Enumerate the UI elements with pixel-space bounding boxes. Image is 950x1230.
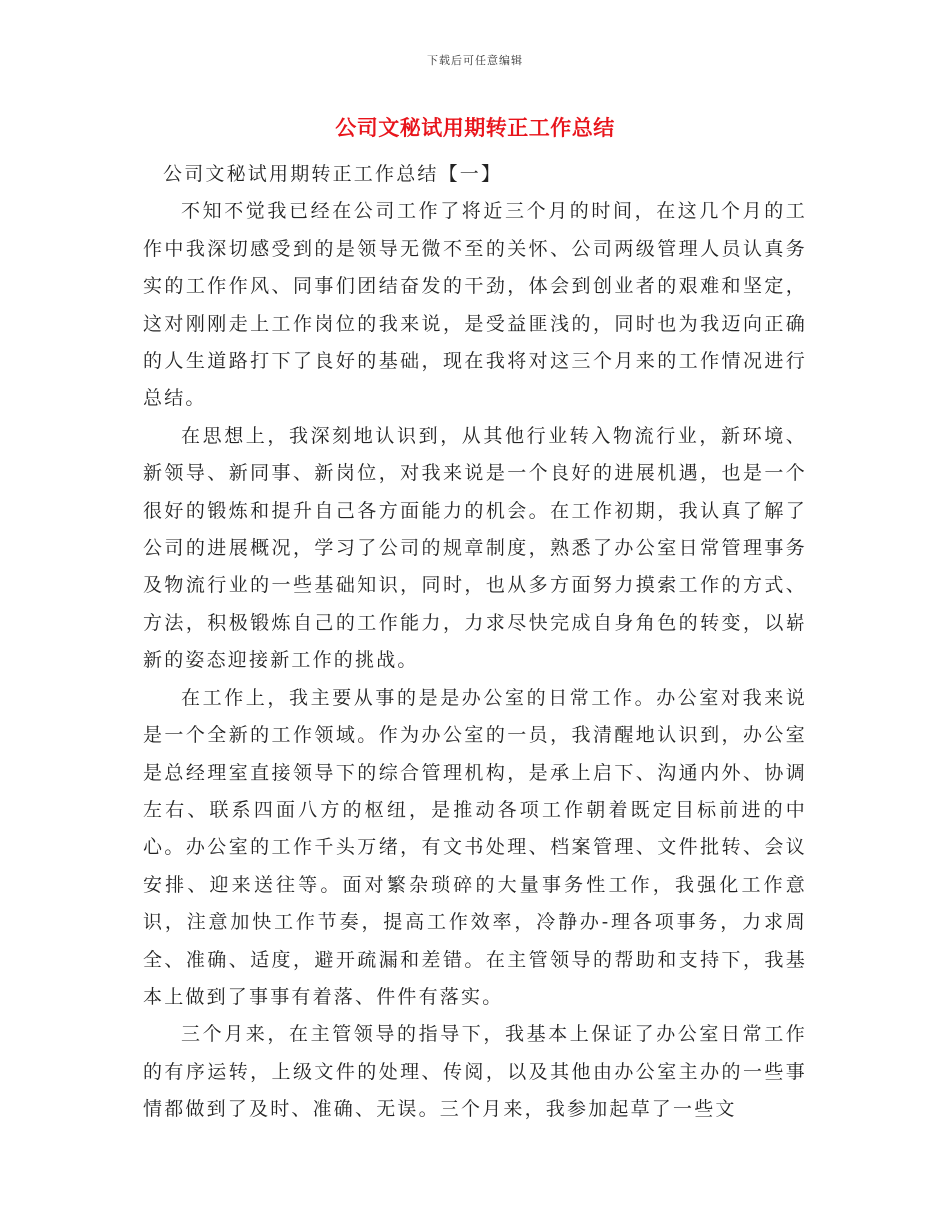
document-title: 公司文秘试用期转正工作总结: [335, 116, 615, 140]
body-paragraph: 不知不觉我已经在公司工作了将近三个月的时间，在这几个月的工作中我深切感受到的是领导无微不至的关怀、公司两级管理人员认真务实的工作作风、同事们团结奋发的干劲，体会到创业者的艰难和坚定，这对刚刚走上工作岗位的我来说，是受益匪浅的，同时也为我迈向正确的人生道路打下了良好的基础，现在我将对这三个月来的工作情况进行总结。: [143, 200, 807, 410]
body-paragraph: 在工作上，我主要从事的是是办公室的日常工作。办公室对我来说是一个全新的工作领域。作为办公室的一员，我清醒地认识到，办公室是总经理室直接领导下的综合管理机构，是承上启下、沟通内外、协调左右、联系四面八方的枢纽，是推动各项工作朝着既定目标前进的中心。办公室的工作千头万绪，有文书处理、档案管理、文件批转、会议安排、迎来送往等。面对繁杂琐碎的大量事务性工作，我强化工作意识，注意加快工作节奏，提高工作效率，冷静办-理各项事务，力求周全、准确、适度，避开疏漏和差错。在主管领导的帮助和支持下，我基本上做到了事事有着落、件件有落实。: [143, 686, 807, 1008]
body-paragraph: 三个月来，在主管领导的指导下，我基本上保证了办公室日常工作的有序运转，上级文件的处理、传阅，以及其他由办公室主办的一些事情都做到了及时、准确、无误。三个月来，我参加起草了一些文: [143, 1023, 807, 1121]
section-subtitle: 公司文秘试用期转正工作总结【一】: [163, 163, 503, 185]
document-body: [143, 156, 807, 1129]
body-paragraph: 在思想上，我深刻地认识到，从其他行业转入物流行业，新环境、新领导、新同事、新岗位，对我来说是一个良好的进展机遇，也是一个很好的锻炼和提升自己各方面能力的机会。在工作初期，我认真了解了公司的进展概况，学习了公司的规章制度，熟悉了办公室日常管理事务及物流行业的一些基础知识，同时，也从多方面努力摸索工作的方式、方法，积极锻炼自己的工作能力，力求尽快完成自身角色的转变，以崭新的姿态迎接新工作的挑战。: [143, 424, 807, 672]
page-header-note: 下载后可任意编辑: [427, 54, 523, 67]
